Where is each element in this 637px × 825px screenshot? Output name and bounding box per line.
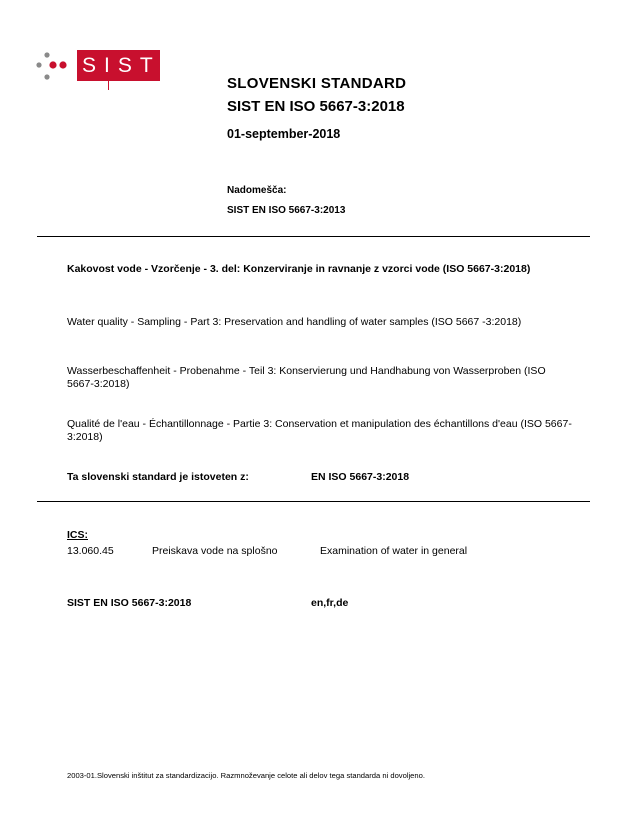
ics-description-sl: Preiskava vode na splošno [152,545,278,557]
title-french: Qualité de l'eau - Échantillonnage - Partie 3: Conservation et manipulation des échantillons d'eau (ISO 5667-3:2018) [67,418,572,443]
title-german: Wasserbeschaffenheit - Probenahme - Teil 3: Konservierung und Handhabung von Wasserproben (ISO 5667-3:2018) [67,365,546,390]
copyright-notice: 2003-01.Slovenski inštitut za standardizacijo. Razmnoževanje celote ali delov tega standarda ni dovoljeno. [67,771,425,780]
identical-value: EN ISO 5667-3:2018 [311,471,410,483]
footer-languages: en,fr,de [311,597,349,609]
sist-logo [77,50,160,81]
ics-code: 13.060.45 [67,545,114,557]
divider-top [37,236,590,237]
standard-title: SLOVENSKI STANDARD [227,75,407,92]
logo-rule [108,81,109,90]
footer-standard-code: SIST EN ISO 5667-3:2018 [67,597,192,609]
standard-code: SIST EN ISO 5667-3:2018 [227,98,405,115]
sist-logo-text: SIST [82,54,161,77]
replaces-label: Nadomešča: [227,185,287,196]
identical-label: Ta slovenski standard je istoveten z: [67,471,249,483]
replaces-value: SIST EN ISO 5667-3:2013 [227,205,346,216]
title-english: Water quality - Sampling - Part 3: Preservation and handling of water samples (ISO 5667 -3:2018) [67,316,522,328]
standard-date: 01-september-2018 [227,127,341,141]
divider-bottom [37,501,590,502]
title-slovenian: Kakovost vode - Vzorčenje - 3. del: Konzerviranje in ravnanje z vzorci vode (ISO 5667-3:2018) [67,263,531,275]
ics-label: ICS: [67,529,88,541]
ics-description-en: Examination of water in general [320,545,468,557]
logo-dots-icon [36,50,68,82]
